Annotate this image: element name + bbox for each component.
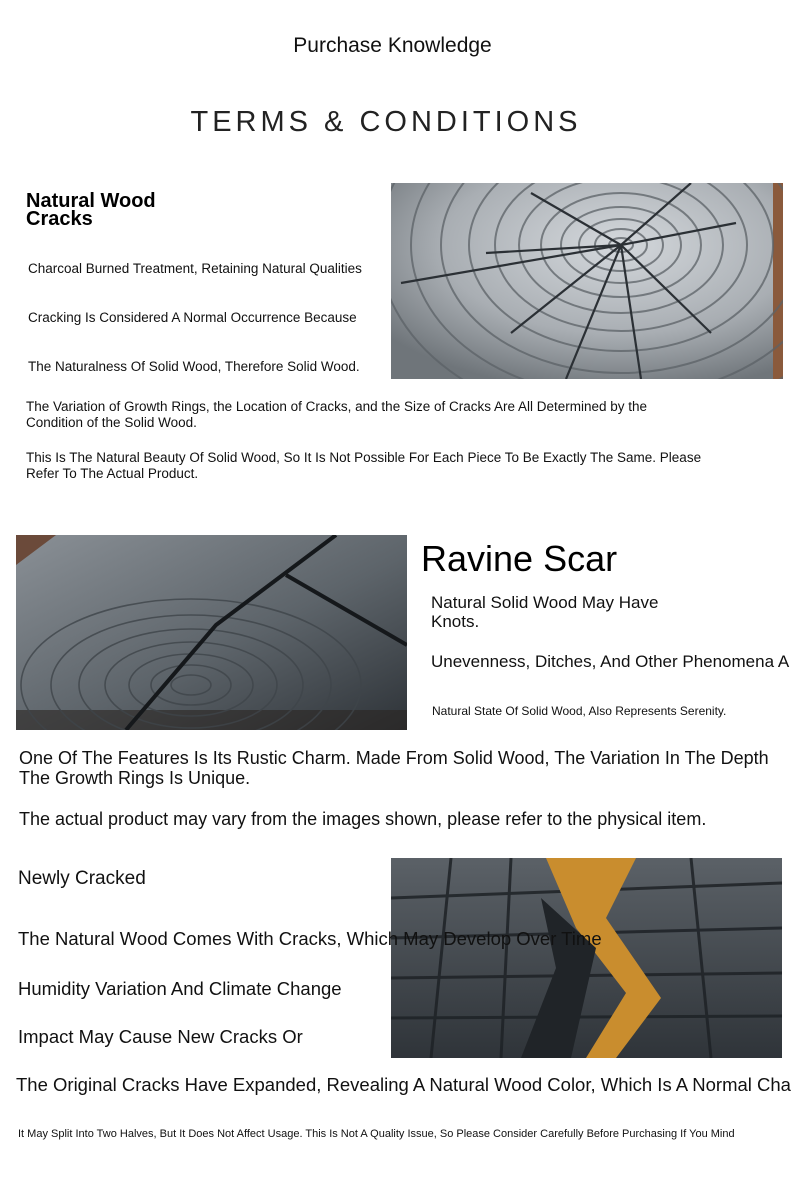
ravine-scar-line-3: Natural State Of Solid Wood, Also Represents Serenity.: [432, 704, 727, 718]
newly-cracked-line-4: The Original Cracks Have Expanded, Revealing A Natural Wood Color, Which Is A Normal Cha: [16, 1074, 791, 1095]
natural-cracks-line-1: Charcoal Burned Treatment, Retaining Natural Qualities: [28, 261, 362, 276]
newly-cracked-heading: Newly Cracked: [18, 868, 146, 889]
natural-cracks-heading: Natural Wood Cracks: [26, 190, 156, 230]
ravine-scar-paragraph-1: One Of The Features Is Its Rustic Charm. Made From Solid Wood, The Variation In The Depth The Growth Rings Is Unique.: [19, 748, 769, 788]
natural-cracks-line-3: The Naturalness Of Solid Wood, Therefore Solid Wood.: [28, 359, 360, 374]
ravine-scar-line-2: Unevenness, Ditches, And Other Phenomena A: [431, 652, 790, 671]
natural-cracks-line-2: Cracking Is Considered A Normal Occurrence Because: [28, 310, 357, 325]
newly-cracked-line-2: Humidity Variation And Climate Change: [18, 978, 342, 999]
charred-log-cross-section-image: [391, 183, 783, 379]
page-title: Purchase Knowledge: [293, 34, 492, 57]
ravine-scar-line-1: Natural Solid Wood May Have Knots.: [431, 593, 659, 631]
newly-cracked-wood-image: [391, 858, 782, 1058]
newly-cracked-line-5: It May Split Into Two Halves, But It Does Not Affect Usage. This Is Not A Quality Issue, So Please Consider Carefully Before Purchasing If You Mind: [18, 1128, 735, 1140]
section-title: TERMS & CONDITIONS: [190, 106, 582, 138]
cracked-charred-surface-image: [16, 535, 407, 730]
natural-cracks-paragraph-1: The Variation of Growth Rings, the Location of Cracks, and the Size of Cracks Are All Determined by the Condition of the Solid Wood.: [26, 399, 648, 430]
newly-cracked-line-3: Impact May Cause New Cracks Or: [18, 1026, 303, 1047]
newly-cracked-line-1: The Natural Wood Comes With Cracks, Which May Develop Over Time: [18, 928, 602, 949]
ravine-scar-heading: Ravine Scar: [421, 538, 618, 579]
ravine-scar-paragraph-2: The actual product may vary from the images shown, please refer to the physical item.: [19, 809, 707, 829]
natural-cracks-paragraph-2: This Is The Natural Beauty Of Solid Wood, So It Is Not Possible For Each Piece To Be Exactly The Same. Please Refer To The Actual Product.: [26, 450, 702, 481]
